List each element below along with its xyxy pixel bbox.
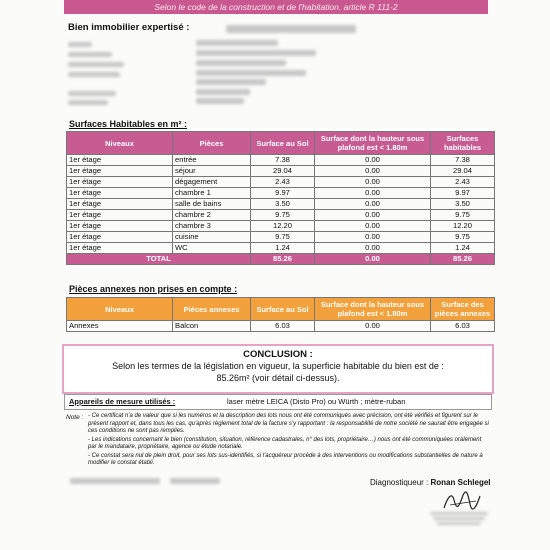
cell-surface-habitable: 1.24 <box>431 243 495 254</box>
cell-surface-sol: 2.43 <box>251 177 315 188</box>
header-surface-sol: Surface au Sol <box>251 132 315 155</box>
conclusion-title: CONCLUSION : <box>243 349 313 360</box>
redacted-text <box>430 512 488 515</box>
redacted-text <box>433 517 485 520</box>
header-surface-sous-plafond: Surface dont la hauteur sous plafond est < 1.80m <box>315 298 431 321</box>
note-item: - Ce constat sera nul de plein droit, pour ses lots sus-identifiés, si l'acquéreur procède à des interventions ou modifications substantielles de nature à modifier le constat établi. <box>88 452 483 466</box>
cell-surface-sol: 1.24 <box>251 243 315 254</box>
total-label: TOTAL <box>67 254 251 265</box>
cell-surface-sol: 3.50 <box>251 199 315 210</box>
cell-piece: chambre 1 <box>173 188 251 199</box>
cell-surface-habitable: 29.04 <box>431 166 495 177</box>
table-row <box>67 243 495 254</box>
cell-niveau: 1er étage <box>67 221 173 232</box>
cell-surface-habitable: 12.20 <box>431 221 495 232</box>
cell-surface-sous-plafond: 0.00 <box>315 210 431 221</box>
cell-surface-sol: 9.97 <box>251 188 315 199</box>
redacted-text <box>68 91 116 96</box>
cell-niveau: 1er étage <box>67 199 173 210</box>
total-surface-habitable: 85.26 <box>431 254 495 265</box>
cell-niveau: 1er étage <box>67 155 173 166</box>
cell-surface-sous-plafond: 0.00 <box>315 321 431 332</box>
table-row <box>67 177 495 188</box>
total-surface-sol: 85.26 <box>251 254 315 265</box>
table-header-row <box>67 132 495 155</box>
cell-surface-sous-plafond: 0.00 <box>315 166 431 177</box>
note-label: Note : <box>66 414 84 421</box>
total-row <box>67 254 495 265</box>
redacted-text <box>196 50 316 56</box>
redacted-text <box>68 72 120 77</box>
diagnostiqueur-label: Diagnostiqueur : <box>370 478 429 487</box>
cell-surface-sol: 9.75 <box>251 232 315 243</box>
table-row <box>67 166 495 177</box>
table-row <box>67 321 495 332</box>
cell-surface-sol: 6.03 <box>251 321 315 332</box>
pieces-annexes-title: Pièces annexes non prises en compte : <box>69 284 238 294</box>
header-niveaux: Niveaux <box>67 298 173 321</box>
document-subtitle-bar: Selon le code de la construction et de l'habitation. article R 111-2 <box>64 0 488 14</box>
cell-surface-annexe: 6.03 <box>431 321 495 332</box>
redacted-text <box>196 60 286 66</box>
redacted-text <box>68 100 108 105</box>
surfaces-habitables-title: Surfaces Habitables en m² : <box>69 119 188 129</box>
header-surface-sous-plafond: Surface dont la hauteur sous plafond est < 1.80m <box>315 132 431 155</box>
cell-piece: WC <box>173 243 251 254</box>
header-surface-sol: Surface au Sol <box>251 298 315 321</box>
cell-piece: entrée <box>173 155 251 166</box>
redacted-text <box>196 79 266 85</box>
note-item: - Les indications concernant le bien (constitution, situation, référence cadastrales, n° des lots, propriétaire…) nous ont été communiquées oralement par le mandataire, propriétaire, agence ou étude notariale. <box>88 436 482 450</box>
diagnostiqueur <box>370 478 491 487</box>
appareils-label: Appareils de mesure utilisés : <box>69 397 176 406</box>
redacted-text <box>68 62 124 67</box>
note-item: - Ce certificat n'a de valeur que si les numéros et la description des lots nous ont été communiqués avec précision, ont été vérifiés et figurent sur le présent rapport et, dans tous les cas, qu'après règlement total de la facture s'y rapportant : la responsabilité de notre société ne saurait être engagée si ces conditions ne sont pas remplies. <box>88 413 489 434</box>
cell-niveau: 1er étage <box>67 188 173 199</box>
redacted-text <box>196 98 244 104</box>
diagnostiqueur-name: Ronan Schlegel <box>430 478 491 487</box>
cell-niveau: 1er étage <box>67 243 173 254</box>
cell-surface-habitable: 9.75 <box>431 210 495 221</box>
cell-surface-sol: 9.75 <box>251 210 315 221</box>
bien-label: Bien immobilier expertisé : <box>68 22 190 33</box>
cell-surface-sous-plafond: 0.00 <box>315 243 431 254</box>
cell-niveau: Annexes <box>67 321 173 332</box>
cell-piece: séjour <box>173 166 251 177</box>
cell-surface-sol: 7.38 <box>251 155 315 166</box>
header-surface-habitable: Surfaces habitables <box>431 132 495 155</box>
cell-niveau: 1er étage <box>67 210 173 221</box>
cell-piece: chambre 3 <box>173 221 251 232</box>
cell-niveau: 1er étage <box>67 232 173 243</box>
note-block <box>88 413 490 469</box>
table-row <box>67 210 495 221</box>
cell-surface-habitable: 7.38 <box>431 155 495 166</box>
table-row <box>67 221 495 232</box>
redacted-text <box>68 42 92 47</box>
redacted-text <box>70 478 160 484</box>
table-row <box>67 188 495 199</box>
total-surface-sous-plafond: 0.00 <box>315 254 431 265</box>
cell-surface-habitable: 2.43 <box>431 177 495 188</box>
header-niveaux: Niveaux <box>67 132 173 155</box>
conclusion-box <box>62 344 494 394</box>
redacted-text <box>437 522 481 525</box>
cell-piece: cuisine <box>173 232 251 243</box>
cell-surface-sous-plafond: 0.00 <box>315 177 431 188</box>
surfaces-habitables-table <box>66 131 495 265</box>
redacted-text <box>196 40 278 46</box>
cell-surface-sol: 29.04 <box>251 166 315 177</box>
cell-surface-sous-plafond: 0.00 <box>315 232 431 243</box>
cell-surface-habitable: 3.50 <box>431 199 495 210</box>
table-row <box>67 155 495 166</box>
appareils-box <box>64 394 492 410</box>
cell-piece: dégagement <box>173 177 251 188</box>
header-surface-annexes: Surface des pièces annexes <box>431 298 495 321</box>
conclusion-text-line-1: Selon les termes de la législation en vigueur, la superficie habitable du bien est de : <box>112 361 444 371</box>
redacted-text <box>170 478 220 484</box>
table-row <box>67 199 495 210</box>
header-pieces-annexes: Pièces annexes <box>173 298 251 321</box>
cell-surface-sous-plafond: 0.00 <box>315 188 431 199</box>
cell-piece: salle de bains <box>173 199 251 210</box>
cell-piece: Balcon <box>173 321 251 332</box>
table-row <box>67 232 495 243</box>
pieces-annexes-table <box>66 297 495 332</box>
cell-surface-sol: 12.20 <box>251 221 315 232</box>
redacted-text <box>196 89 250 95</box>
redacted-text <box>68 52 112 57</box>
cell-surface-habitable: 9.75 <box>431 232 495 243</box>
conclusion-text-line-2: 85.26m² (voir détail ci-dessus). <box>216 373 340 383</box>
cell-surface-sous-plafond: 0.00 <box>315 221 431 232</box>
redacted-text <box>196 70 306 76</box>
signature-icon <box>438 490 484 512</box>
redacted-text <box>226 25 356 33</box>
company-stamp <box>430 512 488 525</box>
appareils-value: laser mètre LEICA (Disto Pro) ou Würth ; mètre-ruban <box>227 397 406 406</box>
cell-surface-sous-plafond: 0.00 <box>315 199 431 210</box>
cell-surface-habitable: 9.97 <box>431 188 495 199</box>
cell-surface-sous-plafond: 0.00 <box>315 155 431 166</box>
cell-niveau: 1er étage <box>67 166 173 177</box>
cell-piece: chambre 2 <box>173 210 251 221</box>
cell-niveau: 1er étage <box>67 177 173 188</box>
header-pieces: Pièces <box>173 132 251 155</box>
table-header-row <box>67 298 495 321</box>
